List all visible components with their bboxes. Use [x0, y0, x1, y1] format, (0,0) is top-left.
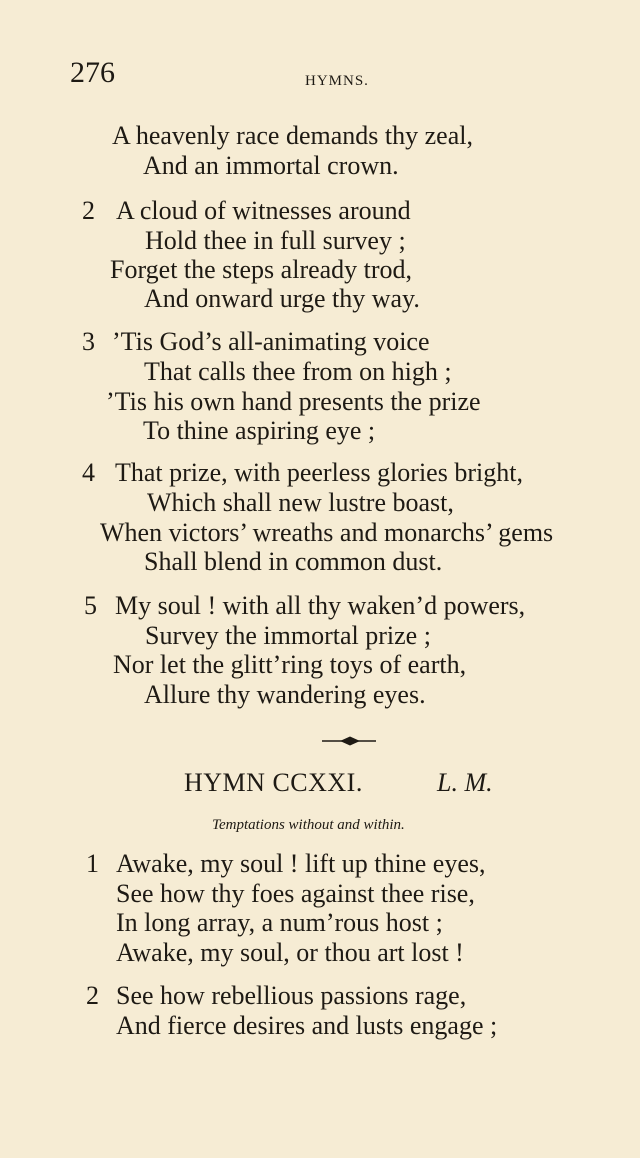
verse-line: My soul ! with all thy waken’d powers, — [115, 591, 526, 620]
verse-line: Awake, my soul, or thou art lost ! — [116, 938, 464, 967]
verse-line: And onward urge thy way. — [144, 284, 420, 313]
stanza-number: 5 — [84, 591, 97, 620]
verse-line: That calls thee from on high ; — [144, 357, 452, 386]
verse-line: To thine aspiring eye ; — [143, 416, 376, 445]
ornament-divider-icon — [320, 734, 378, 748]
verse-line: Shall blend in common dust. — [144, 547, 443, 576]
verse-line: A heavenly race demands thy zeal, — [112, 121, 473, 150]
stanza-number: 2 — [86, 981, 99, 1010]
verse-line: See how thy foes against thee rise, — [116, 879, 475, 908]
stanza-number: 3 — [82, 327, 95, 356]
verse-line: Awake, my soul ! lift up thine eyes, — [116, 849, 486, 878]
verse-line: Hold thee in full survey ; — [145, 226, 406, 255]
hymn-subtitle: Temptations without and within. — [212, 817, 405, 833]
verse-line: Nor let the glitt’ring toys of earth, — [113, 650, 467, 679]
verse-line: See how rebellious passions rage, — [116, 981, 467, 1010]
verse-line: Allure thy wandering eyes. — [144, 680, 426, 709]
verse-line: ’Tis his own hand presents the prize — [106, 387, 481, 416]
verse-line: Which shall new lustre boast, — [147, 488, 454, 517]
running-title: HYMNS. — [305, 73, 369, 89]
verse-line: Survey the immortal prize ; — [145, 621, 431, 650]
verse-line: In long array, a num’rous host ; — [116, 908, 443, 937]
verse-line: Forget the steps already trod, — [110, 255, 413, 284]
verse-line: ’Tis God’s all-animating voice — [112, 327, 430, 356]
hymn-meter: L. M. — [437, 768, 493, 797]
verse-line: And fierce desires and lusts engage ; — [116, 1011, 498, 1040]
page-number: 276 — [70, 56, 115, 89]
verse-line: A cloud of witnesses around — [116, 196, 411, 225]
stanza-number: 1 — [86, 849, 99, 878]
verse-line: That prize, with peerless glories bright, — [115, 458, 523, 487]
stanza-number: 4 — [82, 458, 95, 487]
hymn-title: HYMN CCXXI. — [184, 768, 363, 797]
verse-line: When victors’ wreaths and monarchs’ gems — [100, 518, 554, 547]
verse-line: And an immortal crown. — [143, 151, 399, 180]
stanza-number: 2 — [82, 196, 95, 225]
